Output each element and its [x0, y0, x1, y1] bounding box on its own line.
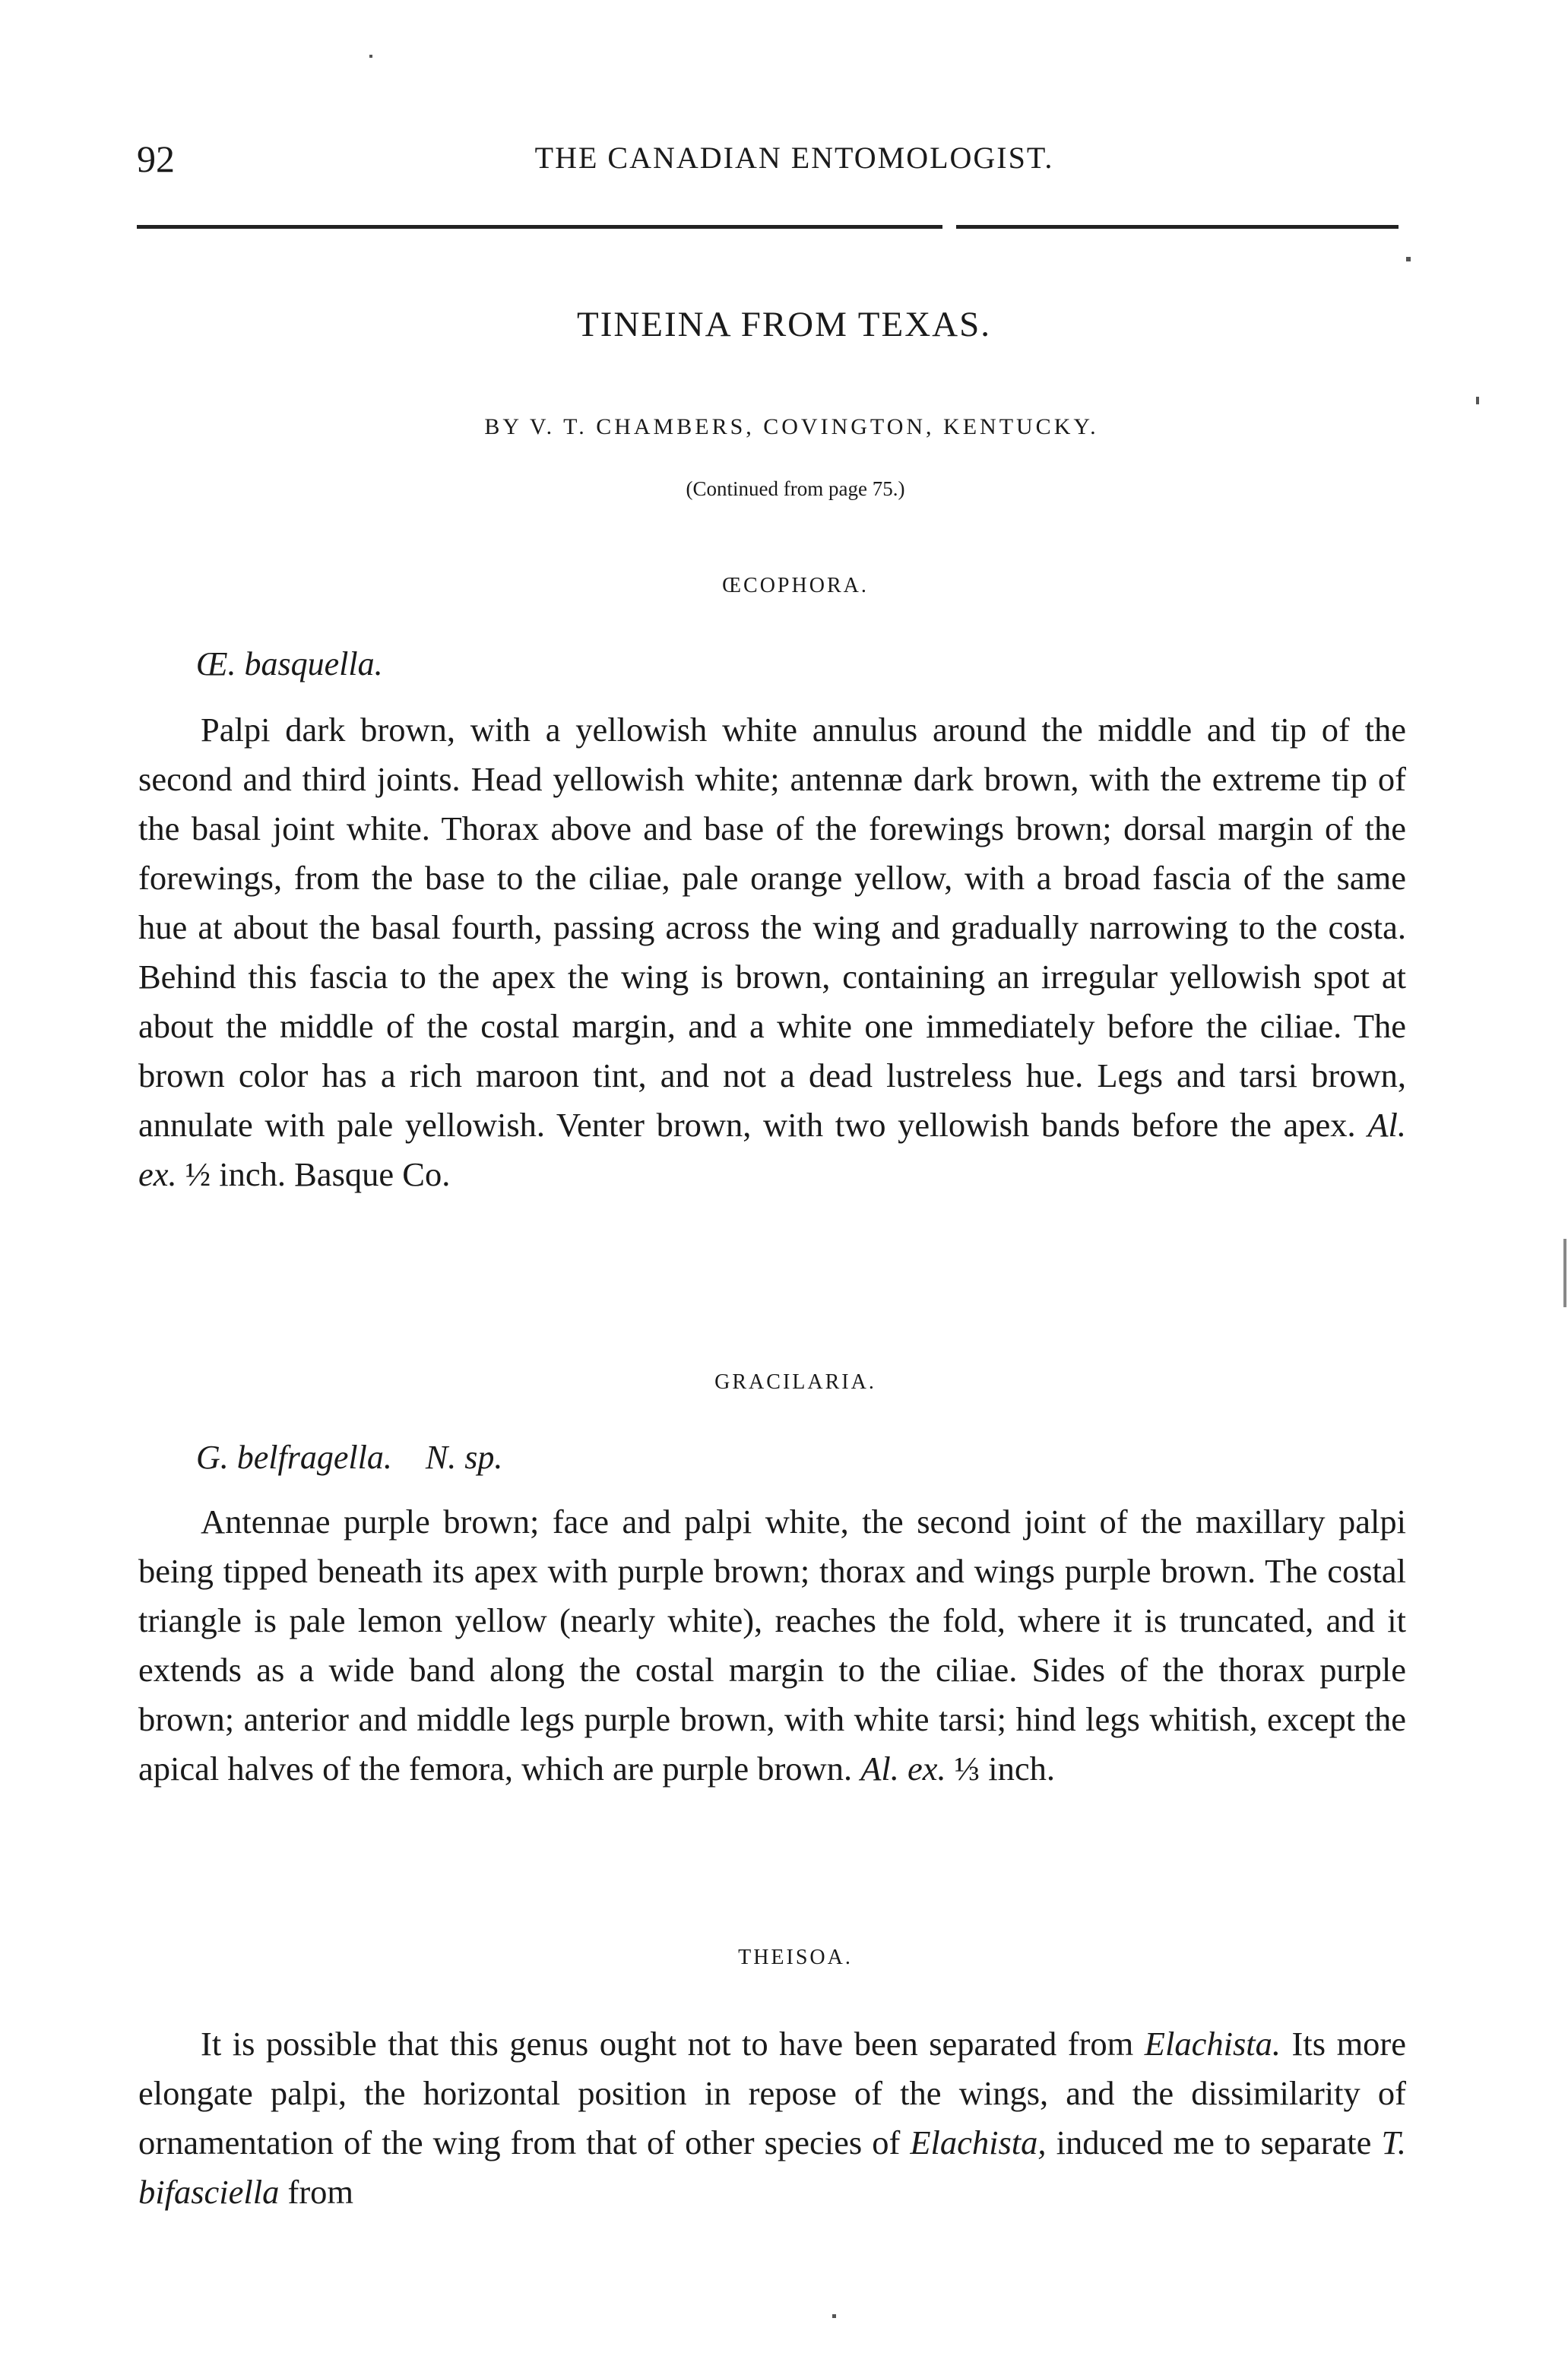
species-name-belfragella: G. belfragella. N. sp.: [196, 1439, 503, 1476]
scan-edge-mark: [1563, 1239, 1566, 1307]
article-byline: BY V. T. CHAMBERS, COVINGTON, KENTUCKY.: [484, 414, 1099, 439]
description-basquella: Palpi dark brown, with a yellowish white annulus around the middle and tip of the second and third joints. Head yellowish white; antennæ dark brown, with the extreme tip of the basal joint white. Thorax above and base of the forewings brown; dorsal margin of the forewings, from the base to the ciliae, pale orange yellow, with a broad fascia of the same hue at about the basal fourth, passing across the wing and gradually narrowing to the costa. Behind this fascia to the apex the wing is brown, containing an irregular yellowish spot at about the middle of the costal margin, and a white one immediately before the ciliae. The brown color has a rich maroon tint, and not a dead lustreless hue. Legs and tarsi brown, annulate with pale yellowish. Venter brown, with two yellowish bands before the apex. Al. ex. ½ inch. Basque Co.: [138, 711, 1406, 1193]
scan-speck: [1406, 257, 1411, 261]
page-number: 92: [137, 138, 175, 180]
genus-heading-theisoa: THEISOA.: [738, 1946, 853, 1969]
scan-speck: [832, 2314, 836, 2318]
header-rule: [137, 225, 1399, 229]
genus-heading-oecophora: ŒCOPHORA.: [722, 574, 869, 597]
continued-note: (Continued from page 75.): [686, 477, 905, 500]
description-belfragella: Antennae purple brown; face and palpi white, the second joint of the maxillary palpi being tipped beneath its apex with purple brown; thorax and wings purple brown. The costal triangle is pale lemon yellow (nearly white), reaches the fold, where it is truncated, and it extends as a wide band along the costal margin to the ciliae. Sides of the thorax purple brown; anterior and middle legs purple brown, with white tarsi; hind legs whitish, except the apical halves of the femora, which are purple brown. Al. ex. ⅓ inch.: [138, 1503, 1406, 1788]
running-head: THE CANADIAN ENTOMOLOGIST.: [534, 141, 1054, 175]
scan-speck: [369, 55, 372, 58]
page-header: [137, 137, 1406, 190]
description-theisoa: It is possible that this genus ought not to have been separated from Elachista. Its more elongate palpi, the horizontal position in repose of the wings, and the dissimilarity of ornamentation of the wing from that of other species of Elachista, induced me to separate T. bifasciella from: [138, 2025, 1407, 2211]
genus-heading-gracilaria: GRACILARIA.: [714, 1370, 876, 1394]
article-title: TINEINA FROM TEXAS.: [576, 305, 992, 344]
scan-speck: [1476, 397, 1479, 404]
species-name-basquella: Œ. basquella.: [196, 645, 383, 682]
